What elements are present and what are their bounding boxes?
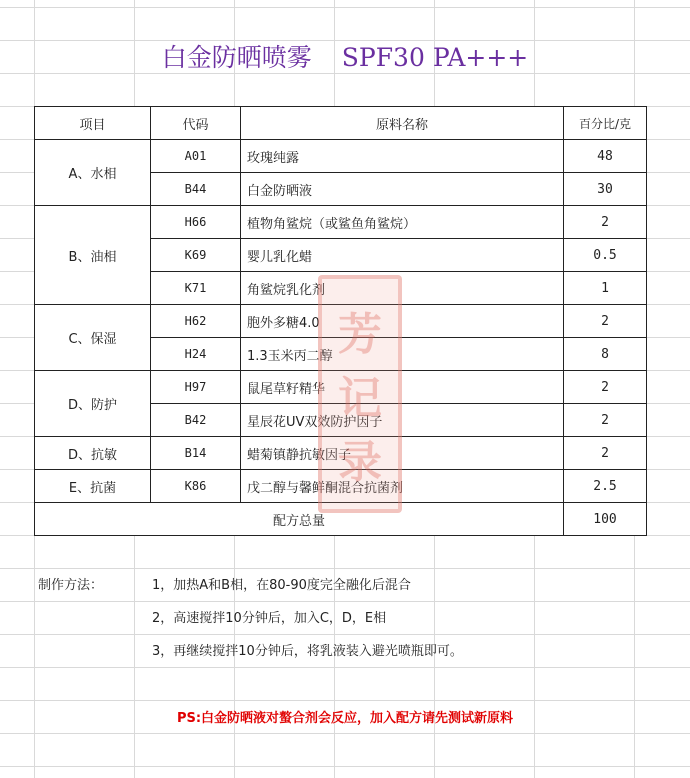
ingredient-percent: 30 (564, 173, 647, 206)
group-label: E、抗菌 (35, 470, 151, 503)
header-code: 代码 (151, 107, 241, 140)
method-step: 1，加热A和B相，在80-90度完全融化后混合 (152, 578, 411, 593)
seal-char: 录 (338, 437, 382, 488)
ingredient-code: B42 (151, 404, 241, 437)
ingredient-percent: 48 (564, 140, 647, 173)
table-row (35, 305, 647, 338)
ingredient-name: 1.3玉米丙二醇 (241, 338, 564, 371)
table-row (35, 140, 647, 173)
total-row (35, 503, 647, 536)
ingredient-percent: 2.5 (564, 470, 647, 503)
group-label: B、油相 (35, 206, 151, 305)
header-item: 项目 (35, 107, 151, 140)
ingredient-code: H66 (151, 206, 241, 239)
ingredient-name: 蜡菊镇静抗敏因子 (241, 437, 564, 470)
title-spec: SPF30 PA+++ (341, 43, 529, 72)
ingredient-code: B14 (151, 437, 241, 470)
seal-char: 芳 (338, 309, 382, 360)
ingredient-name: 白金防晒液 (241, 173, 564, 206)
header-row (35, 107, 647, 140)
ingredient-percent: 2 (564, 404, 647, 437)
seal-char: 记 (338, 373, 382, 424)
method-step: 2，高速搅拌10分钟后，加入C，D，E相 (152, 611, 387, 626)
ingredient-name: 戊二醇与馨鲜酮混合抗菌剂 (241, 470, 564, 503)
ingredient-percent: 8 (564, 338, 647, 371)
ingredient-code: B44 (151, 173, 241, 206)
table-row (35, 206, 647, 239)
ingredient-code: H97 (151, 371, 241, 404)
ingredient-code: A01 (151, 140, 241, 173)
ingredient-name: 星辰花UV双效防护因子 (241, 404, 564, 437)
group-label: C、保湿 (35, 305, 151, 371)
ingredient-percent: 2 (564, 371, 647, 404)
total-value: 100 (564, 503, 647, 536)
formula-body (35, 140, 647, 503)
ingredient-name: 鼠尾草籽精华 (241, 371, 564, 404)
ingredient-code: K69 (151, 239, 241, 272)
ingredient-percent: 2 (564, 437, 647, 470)
ingredient-name: 胞外多糖4.0 (241, 305, 564, 338)
total-label: 配方总量 (35, 503, 564, 536)
ingredient-percent: 1 (564, 272, 647, 305)
ingredient-code: H24 (151, 338, 241, 371)
ingredient-code: H62 (151, 305, 241, 338)
header-ingredient: 原料名称 (241, 107, 564, 140)
ps-note: PS:白金防晒液对螯合剂会反应，加入配方请先测试新原料 (176, 711, 514, 726)
formula-table (34, 106, 647, 536)
group-label: D、抗敏 (35, 437, 151, 470)
table-row (35, 371, 647, 404)
ingredient-code: K86 (151, 470, 241, 503)
ingredient-name: 角鲨烷乳化剂 (241, 272, 564, 305)
group-label: A、水相 (35, 140, 151, 206)
ingredient-percent: 2 (564, 206, 647, 239)
table-row (35, 470, 647, 503)
ingredient-name: 植物角鲨烷（或鲨鱼角鲨烷） (241, 206, 564, 239)
group-label: D、防护 (35, 371, 151, 437)
page-title (0, 38, 690, 78)
header-percent: 百分比/克 (564, 107, 647, 140)
method-step: 3，再继续搅拌10分钟后，将乳液装入避光喷瓶即可。 (152, 644, 463, 659)
table-row (35, 437, 647, 470)
ingredient-name: 玫瑰纯露 (241, 140, 564, 173)
ingredient-name: 婴儿乳化蜡 (241, 239, 564, 272)
method-label: 制作方法： (38, 578, 104, 593)
ingredient-percent: 0.5 (564, 239, 647, 272)
title-product: 白金防晒喷雾 (161, 43, 312, 72)
ingredient-code: K71 (151, 272, 241, 305)
ingredient-percent: 2 (564, 305, 647, 338)
